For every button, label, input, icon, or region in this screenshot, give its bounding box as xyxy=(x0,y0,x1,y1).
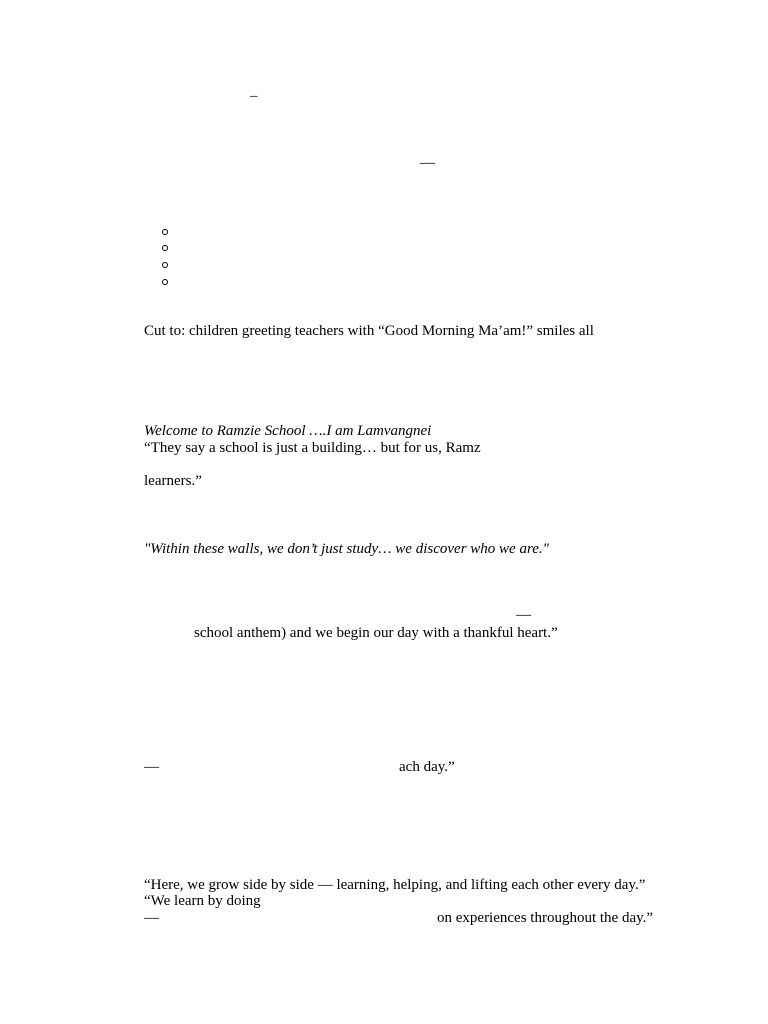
list-bullet xyxy=(162,229,168,235)
list-bullet xyxy=(162,245,168,251)
experiences-fragment: on experiences throughout the day.” xyxy=(437,910,654,926)
learners-line: learners.” xyxy=(144,473,202,489)
greeting-line: Cut to: children greeting teachers with “Good Morning Ma’am!” smiles all xyxy=(144,323,594,339)
list-bullet xyxy=(162,279,168,285)
grow-side-quote: “Here, we grow side by side — learning, helping, and lifting each other every day.” xyxy=(144,877,646,893)
welcome-line: Welcome to Ramzie School ….I am Lamvangnei xyxy=(144,423,432,439)
school-building-quote: “They say a school is just a building… but for us, Ramz xyxy=(144,440,481,456)
learn-by-doing-line: “We learn by doing xyxy=(144,893,261,909)
dash-fragment: – xyxy=(250,88,258,104)
dash-fragment: — xyxy=(516,607,531,623)
dash-fragment: — xyxy=(144,910,159,926)
anthem-line: school anthem) and we begin our day with a thankful heart.” xyxy=(194,625,558,641)
each-day-fragment: ach day.” xyxy=(399,759,455,775)
list-bullet xyxy=(162,262,168,268)
dash-fragment: — xyxy=(420,155,435,171)
dash-fragment: — xyxy=(144,759,159,775)
within-walls-quote: "Within these walls, we don’t just study… we discover who we are." xyxy=(144,541,549,557)
